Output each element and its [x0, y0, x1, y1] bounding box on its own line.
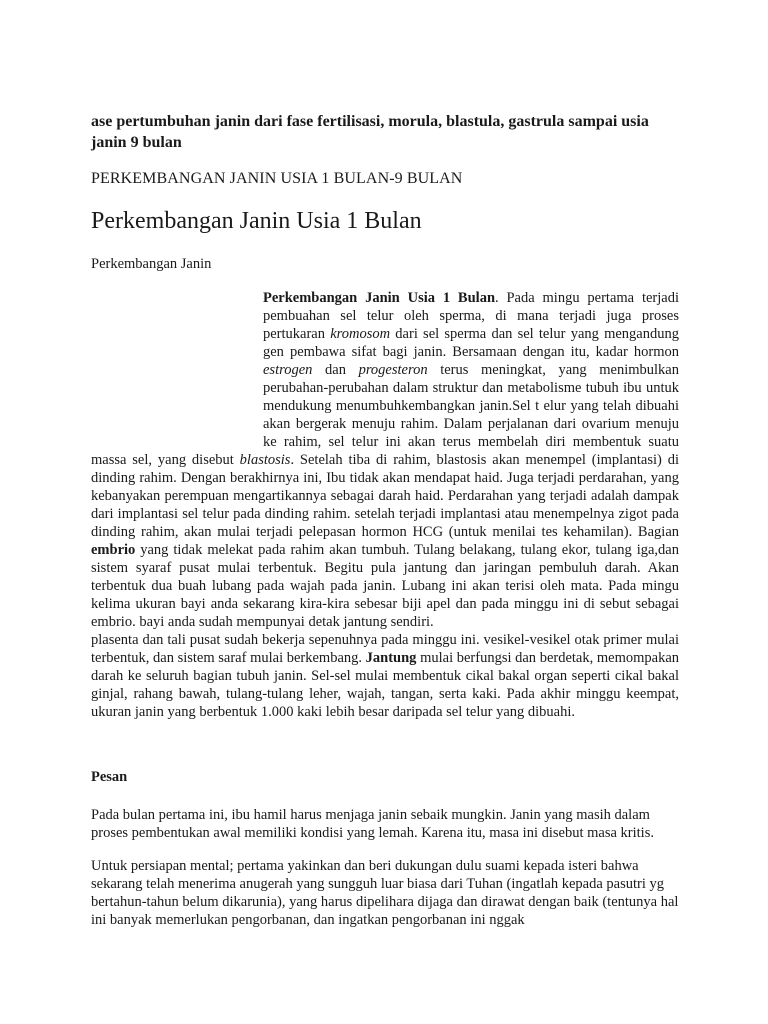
body-text: [91, 289, 679, 721]
image-caption: Perkembangan Janin: [91, 256, 212, 272]
section-heading: Perkembangan Janin Usia 1 Bulan: [91, 208, 422, 234]
text-run: plasenta dan tali pusat sudah bekerja sepenuhnya pada minggu ini. vesikel-vesikel otak primer mulai terbentuk, dan sistem saraf mulai berkembang.: [91, 632, 679, 666]
italic-term: progesteron: [358, 362, 428, 378]
document-subtitle: PERKEMBANGAN JANIN USIA 1 BULAN-9 BULAN: [91, 170, 463, 187]
pesan-heading: Pesan: [91, 769, 128, 785]
italic-term: blastosis: [239, 452, 291, 468]
bold-term: Jantung: [365, 650, 417, 666]
text-run: terus meningkat, yang menimbulkan perubahan-perubahan dalam struktur dan metabolisme tubuh ibu untuk mendukung menumbuhkembangkan janin.Sel t elur yang telah dibuahi akan bergerak menuju rahim. Dalam perjalanan dari ovarium menuju ke rahim, sel telur ini akan terus membelah diri membentuk suatu massa sel, yang disebut: [91, 362, 679, 468]
text-run: . Pada mingu pertama terjadi pembuahan sel telur oleh sperma, di mana terjadi juga proses pertukaran: [263, 290, 679, 342]
text-run: dan: [312, 362, 359, 378]
text-run: dari sel sperma dan sel telur yang mengandung gen pembawa sifat bagi janin. Bersamaan dengan itu, kadar hormon: [263, 326, 679, 360]
pesan-paragraph-2: Untuk persiapan mental; pertama yakinkan dan beri dukungan dulu suami kepada isteri bahwa sekarang telah menerima anugerah yang sungguh luar biasa dari Tuhan (ingatlah kepada pasutri yg bertahun-tahun belum dikarunia), yang harus dipelihara dijaga dan dirawat dengan baik (tentunya hal ini banyak memerlukan pengorbanan, dan ingatkan pengorbanan ini nggak: [91, 858, 679, 928]
italic-term: estrogen: [263, 362, 313, 378]
lead-bold: Perkembangan Janin Usia 1 Bulan: [263, 290, 496, 306]
text-run: . Setelah tiba di rahim, blastosis akan menempel (implantasi) di dinding rahim. Dengan berakhirnya ini, Ibu tidak akan mendapat haid. Juga terjadi perdarahan, yang kebanyakan perempuan mengartikannya sebagai darah haid. Perdarahan yang terjadi adalah dampak dari implantasi sel telur pada dinding rahim. setelah terjadi implantasi atau menempelnya zigot pada dinding rahim, akan mulai terjadi pelepasan hormon HCG (untuk menilai tes kehamilan). Bagian: [91, 452, 679, 540]
text-run: mulai berfungsi dan berdetak, memompakan darah ke seluruh bagian tubuh janin. Sel-sel mulai membentuk cikal bakal organ seperti cikal bakal ginjal, rahang bawah, tulang-tulang leher, wajah, tangan, serta kaki. Pada akhir minggu keempat, ukuran janin yang berbentuk 1.000 kaki lebih besar daripada sel telur yang dibuahi.: [91, 650, 680, 720]
pesan-paragraph-1: Pada bulan pertama ini, ibu hamil harus menjaga janin sebaik mungkin. Janin yang masih dalam proses pembentukan awal memiliki kondisi yang lemah. Karena itu, masa ini disebut masa kritis.: [91, 807, 654, 841]
body-paragraph-2: [91, 631, 679, 721]
text-run: yang tidak melekat pada rahim akan tumbuh. Tulang belakang, tulang ekor, tulang iga,dan sistem syaraf pusat mulai terbentuk. Begitu pula jantung dan jaringan pembuluh darah. Akan terbentuk dua buah lubang pada wajah pada janin. Lubang ini akan terisi oleh mata. Pada mingu kelima ukuran bayi anda sekarang kira-kira sebesar biji apel dan pada minggu ini di sebut sebagai embrio. bayi anda sudah mempunyai detak jantung sendiri.: [91, 542, 679, 630]
italic-term: kromosom: [330, 326, 391, 342]
bold-term: embrio: [91, 542, 136, 558]
image-placeholder: [91, 289, 263, 451]
document-title: ase pertumbuhan janin dari fase fertilisasi, morula, blastula, gastrula sampai usia janin 9 bulan: [91, 113, 649, 151]
